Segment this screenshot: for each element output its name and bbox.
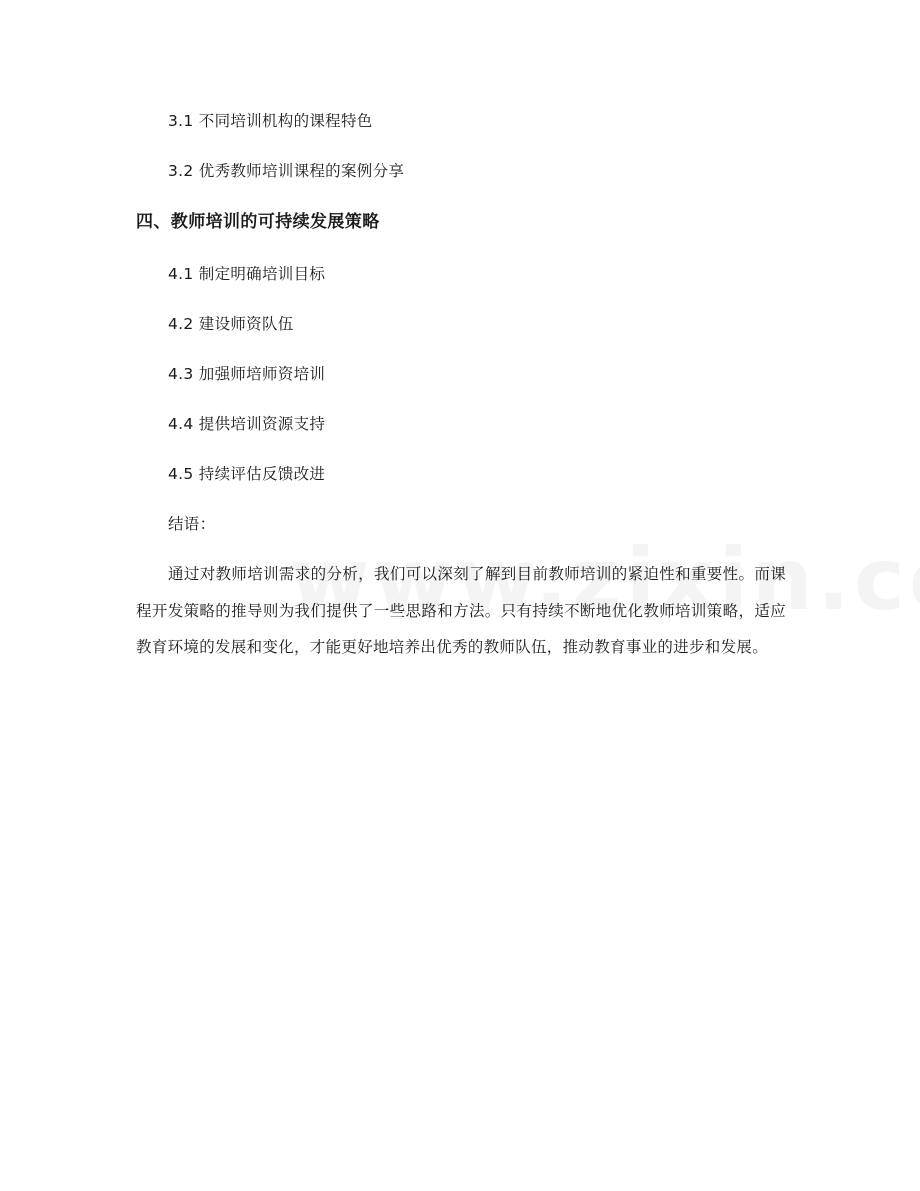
list-item-4-1: 4.1 制定明确培训目标 bbox=[168, 265, 326, 283]
conclusion-label: 结语： bbox=[168, 515, 216, 533]
list-item-3-1: 3.1 不同培训机构的课程特色 bbox=[168, 112, 373, 130]
list-item-4-2: 4.2 建设师资队伍 bbox=[168, 315, 294, 333]
list-item-4-4: 4.4 提供培训资源支持 bbox=[168, 415, 326, 433]
list-item-4-3: 4.3 加强师培师资培训 bbox=[168, 365, 326, 383]
section-heading-4: 四、教师培训的可持续发展策略 bbox=[136, 212, 380, 232]
list-item-4-5: 4.5 持续评估反馈改进 bbox=[168, 465, 326, 483]
conclusion-paragraph: 通过对教师培训需求的分析，我们可以深刻了解到目前教师培训的紧迫性和重要性。而课程开发策略的推导则为我们提供了一些思路和方法。只有持续不断地优化教师培训策略，适应教育环境的发展和变化，才能更好地培养出优秀的教师队伍，推动教育事业的进步和发展。 bbox=[136, 565, 786, 656]
list-item-3-2: 3.2 优秀教师培训课程的案例分享 bbox=[168, 162, 405, 180]
